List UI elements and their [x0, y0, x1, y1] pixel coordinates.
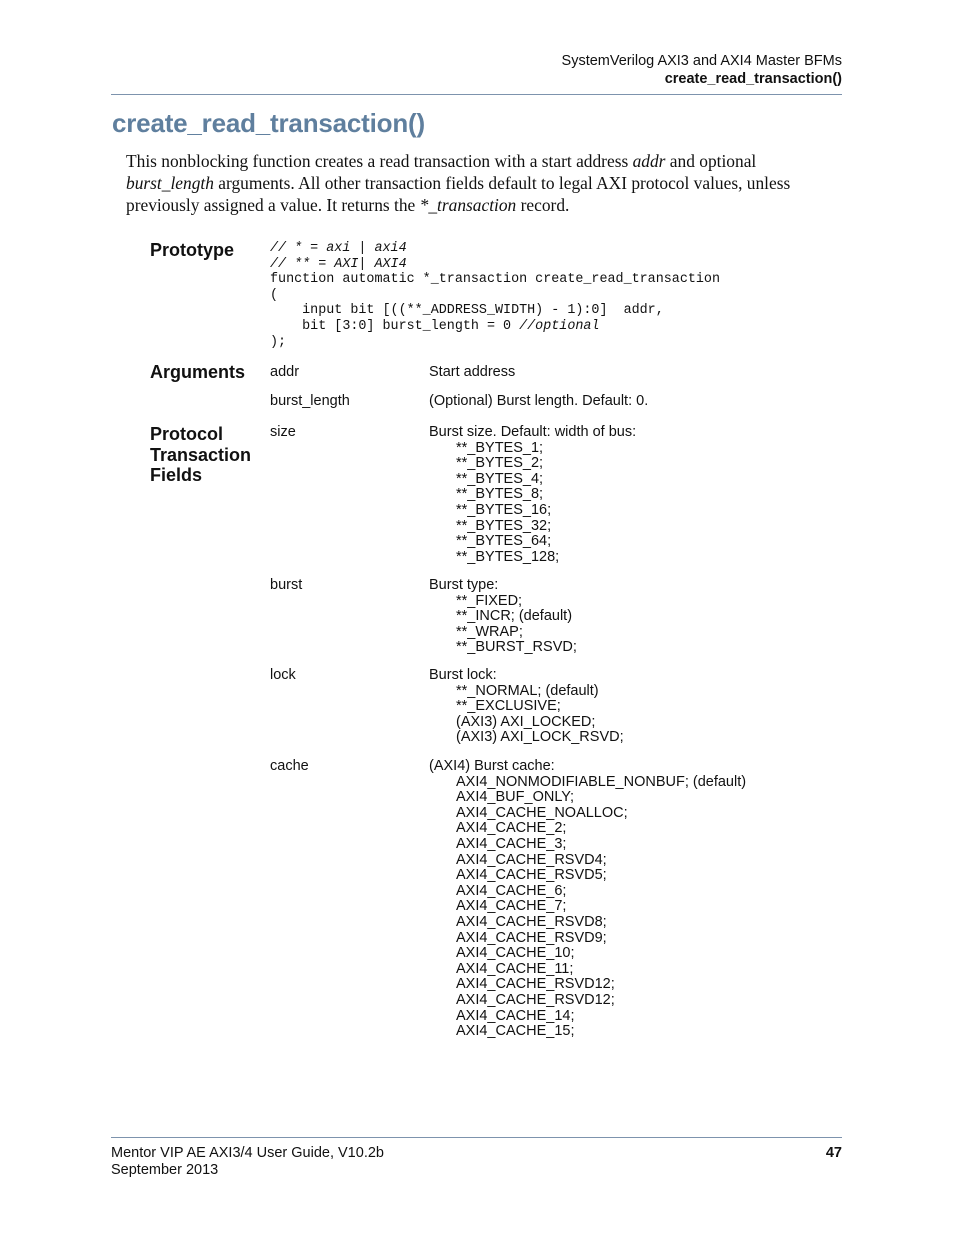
field-option: AXI4_CACHE_11;: [456, 960, 574, 977]
field-option: **_BURST_RSVD;: [456, 639, 577, 656]
code-text: bit [3:0] burst_length = 0: [270, 318, 520, 334]
footer-rule: [111, 1137, 842, 1138]
code-line: );: [270, 334, 287, 350]
field-desc-cache: [429, 759, 746, 1040]
code-line: [270, 319, 720, 335]
intro-text-2: and optional: [665, 151, 757, 171]
intro-burst-length: burst_length: [126, 173, 214, 193]
fields-heading-line: Transaction: [150, 444, 252, 465]
field-options: [429, 441, 636, 566]
footer: [111, 1145, 384, 1179]
intro-text-3: arguments. All other transaction fields default to legal AXI protocol values, unless previously assigned a value. It returns the: [126, 173, 791, 215]
intro-text-1: This nonblocking function creates a read transaction with a start address: [126, 151, 633, 171]
field-name: size: [270, 424, 296, 440]
code-line: (: [270, 287, 279, 303]
field-options: [429, 775, 746, 1040]
arguments-heading: Arguments: [150, 362, 246, 382]
field-option: AXI4_CACHE_6;: [456, 882, 567, 899]
field-desc-lock: [429, 668, 624, 746]
footer-doc-title: Mentor VIP AE AXI3/4 User Guide, V10.2b: [111, 1145, 384, 1161]
field-option: AXI4_CACHE_RSVD4;: [456, 851, 607, 868]
field-option: AXI4_CACHE_NOALLOC;: [456, 804, 628, 821]
intro-text-4: record.: [516, 195, 570, 215]
field-option: AXI4_CACHE_RSVD12;: [456, 976, 615, 993]
fields-heading-line: Fields: [150, 465, 203, 485]
field-option: AXI4_CACHE_3;: [456, 835, 567, 852]
field-option: **_EXCLUSIVE;: [456, 698, 561, 715]
field-option: **_BYTES_16;: [456, 501, 552, 518]
field-name: burst: [270, 577, 303, 593]
code-line: input bit [((**_ADDRESS_WIDTH) - 1):0] addr,: [270, 303, 664, 319]
field-option: **_BYTES_8;: [456, 486, 544, 503]
code-line: function automatic *_transaction create_read_transaction: [270, 272, 720, 288]
page-title: create_read_transaction(): [112, 108, 425, 138]
field-option: **_BYTES_128;: [456, 548, 560, 565]
footer-date: September 2013: [111, 1162, 219, 1178]
field-desc-size: [429, 425, 636, 565]
fields-heading-line: Protocol: [150, 424, 224, 444]
field-option: **_BYTES_1;: [456, 439, 544, 456]
field-option: (AXI3) AXI_LOCK_RSVD;: [456, 729, 624, 746]
intro-record: *_transaction: [419, 195, 517, 215]
field-name: cache: [270, 758, 309, 774]
field-option: **_INCR; (default): [456, 608, 573, 625]
field-option: AXI4_CACHE_7;: [456, 898, 567, 915]
field-option: AXI4_BUF_ONLY;: [456, 789, 575, 806]
field-option: **_BYTES_2;: [456, 455, 544, 472]
field-desc: Burst lock:: [429, 667, 497, 683]
argument-name: addr: [270, 364, 300, 380]
field-option: **_BYTES_32;: [456, 517, 552, 534]
field-option: AXI4_CACHE_2;: [456, 820, 567, 837]
code-line: // ** = AXI| AXI4: [270, 256, 407, 272]
field-options: [429, 594, 577, 656]
field-option: **_FIXED;: [456, 592, 523, 609]
field-option: AXI4_CACHE_10;: [456, 945, 575, 962]
field-option: AXI4_CACHE_RSVD12;: [456, 991, 615, 1008]
running-header-doc: SystemVerilog AXI3 and AXI4 Master BFMs: [561, 53, 842, 69]
field-option: AXI4_CACHE_14;: [456, 1007, 575, 1024]
running-header-section: create_read_transaction(): [664, 71, 842, 87]
argument-desc: Start address: [429, 364, 516, 380]
intro-paragraph: [126, 150, 842, 216]
prototype-code: [270, 241, 720, 350]
field-option: AXI4_CACHE_RSVD8;: [456, 913, 607, 930]
field-option: **_NORMAL; (default): [456, 682, 599, 699]
running-header: [562, 52, 842, 88]
field-desc: Burst type:: [429, 577, 499, 593]
field-option: **_BYTES_64;: [456, 533, 552, 550]
field-option: AXI4_CACHE_RSVD5;: [456, 867, 607, 884]
field-name: lock: [270, 667, 296, 683]
argument-desc: (Optional) Burst length. Default: 0.: [429, 393, 649, 409]
field-option: **_WRAP;: [456, 623, 523, 640]
page-number: 47: [825, 1145, 842, 1161]
prototype-heading: Prototype: [150, 240, 235, 260]
header-rule: [111, 94, 842, 95]
field-options: [429, 684, 624, 746]
field-option: (AXI3) AXI_LOCKED;: [456, 713, 596, 730]
code-line: // * = axi | axi4: [270, 241, 407, 256]
argument-name: burst_length: [270, 393, 350, 409]
field-desc: (AXI4) Burst cache:: [429, 758, 555, 774]
intro-addr: addr: [632, 151, 666, 171]
field-option: AXI4_NONMODIFIABLE_NONBUF; (default): [456, 773, 747, 790]
field-desc-burst: [429, 578, 577, 656]
field-option: **_BYTES_4;: [456, 470, 544, 487]
field-desc: Burst size. Default: width of bus:: [429, 424, 637, 440]
code-comment: //optional: [519, 318, 600, 334]
field-option: AXI4_CACHE_RSVD9;: [456, 929, 607, 946]
field-option: AXI4_CACHE_15;: [456, 1023, 575, 1040]
fields-heading: [150, 424, 251, 486]
